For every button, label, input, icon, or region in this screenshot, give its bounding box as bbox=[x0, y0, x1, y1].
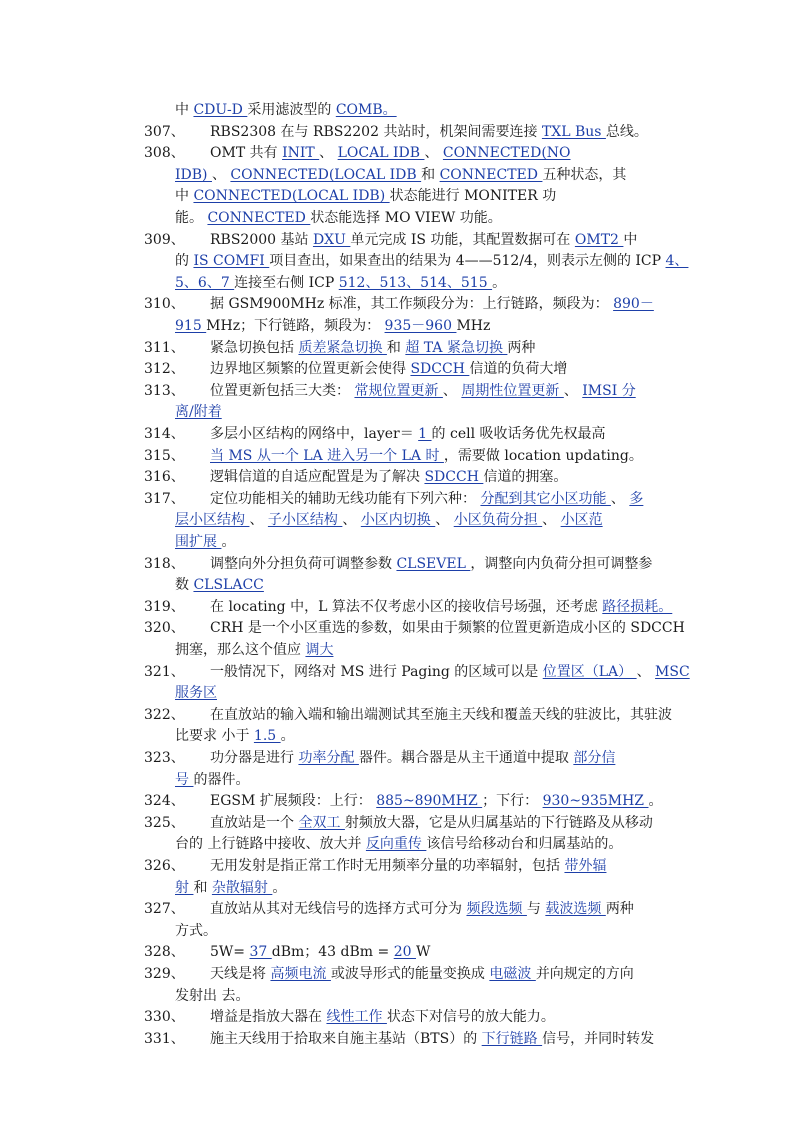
question-number: 321、 bbox=[144, 663, 185, 680]
answer-blank: CLSEVEL bbox=[396, 555, 471, 572]
question-line bbox=[175, 532, 678, 554]
question-text: 和 bbox=[193, 879, 212, 896]
question-text: 信道的负荷大增 bbox=[469, 361, 568, 378]
question-text: 两种 bbox=[507, 339, 536, 356]
question-text: 状态能选择 MO VIEW 功能。 bbox=[310, 209, 502, 226]
question-text: 施主天线用于拾取来自施主基站（BTS）的 bbox=[210, 1030, 482, 1047]
question-number: 322、 bbox=[144, 706, 185, 723]
question-text: 与 bbox=[526, 901, 546, 918]
question-text: dBm；43 dBm = bbox=[271, 944, 394, 961]
question-text: ；下行： bbox=[482, 793, 543, 810]
question-line bbox=[210, 791, 678, 813]
question-line bbox=[210, 856, 678, 878]
question-text: 、 bbox=[342, 512, 361, 529]
question-text: 、 bbox=[610, 490, 630, 507]
answer-blank: IS COMFI bbox=[193, 253, 270, 270]
question-number: 327、 bbox=[144, 901, 185, 918]
question-number: 313、 bbox=[144, 382, 185, 399]
question-text: 。 bbox=[280, 728, 295, 745]
question-text: 和 bbox=[421, 166, 440, 183]
question-line bbox=[175, 510, 678, 532]
question-text: 的 cell 吸收话务优先权最高 bbox=[431, 426, 606, 442]
question-line bbox=[175, 640, 678, 662]
question-text: 、 bbox=[211, 166, 231, 183]
answer-blank: 当 MS 从一个 LA 进入另一个 LA 时 bbox=[210, 447, 444, 464]
question-line bbox=[210, 597, 678, 619]
answer-blank: 885~890MHZ bbox=[376, 793, 483, 810]
question-line bbox=[175, 251, 689, 273]
question-line bbox=[210, 705, 678, 727]
answer-blank: 4、 bbox=[665, 253, 689, 270]
question-text: 五种状态，其 bbox=[542, 166, 627, 183]
answer-blank: IDB) bbox=[175, 166, 212, 183]
question-text: 两种 bbox=[605, 901, 634, 918]
question-line bbox=[175, 878, 678, 900]
answer-blank: 部分信 bbox=[573, 750, 616, 766]
answer-blank: IMSI 分 bbox=[582, 382, 636, 399]
question-text: 一般情况下，网络对 MS 进行 Paging 的区域可以是 bbox=[210, 663, 543, 680]
question-line bbox=[175, 165, 678, 187]
answer-blank: 载波选频 bbox=[545, 901, 606, 918]
answer-blank: 分配到其它小区功能 bbox=[480, 490, 611, 507]
answer-blank: MSC bbox=[655, 663, 690, 680]
question-line bbox=[175, 186, 678, 208]
question-text: 信号，并同时转发 bbox=[542, 1030, 655, 1047]
question-line bbox=[210, 813, 678, 835]
question-number: 307、 bbox=[144, 123, 185, 140]
question-line bbox=[210, 618, 685, 640]
question-text: 单元完成 IS 功能，其配置数据可在 bbox=[350, 231, 575, 248]
question-text: 该信号给移动台和归属基站的。 bbox=[426, 836, 623, 853]
answer-blank: 下行链路 bbox=[481, 1030, 543, 1047]
question-number: 320、 bbox=[144, 620, 185, 637]
answer-blank: 围扩展 bbox=[175, 533, 222, 550]
question-text: 数 bbox=[175, 577, 194, 594]
question-text: 、 bbox=[563, 382, 583, 399]
answer-blank: TXL Bus bbox=[541, 123, 606, 140]
answer-blank: CLSLACC bbox=[193, 577, 264, 594]
question-line bbox=[210, 662, 690, 684]
answer-blank: 子小区结构 bbox=[267, 512, 343, 529]
question-text: 、 bbox=[319, 145, 338, 162]
answer-blank: 多 bbox=[629, 490, 644, 507]
question-line bbox=[175, 100, 678, 122]
question-line bbox=[210, 381, 678, 403]
answer-blank: 常规位置更新 bbox=[354, 382, 443, 399]
answer-blank: 1.5 bbox=[253, 728, 281, 745]
answer-blank: 全双工 bbox=[298, 814, 345, 831]
question-text: CRH 是一个小区重选的参数，如果由于频繁的位置更新造成小区的 SDCCH bbox=[210, 620, 685, 637]
question-text: 连接至右侧 ICP bbox=[234, 274, 339, 291]
answer-blank: 930~935MHZ bbox=[542, 793, 649, 810]
answer-blank: 射 bbox=[175, 879, 194, 896]
answer-blank: 线性工作 bbox=[326, 1009, 387, 1026]
question-text: 边界地区频繁的位置更新会使得 bbox=[210, 361, 411, 378]
question-text: 。 bbox=[648, 793, 663, 810]
answer-blank: CONNECTED(LOCAL IDB bbox=[230, 166, 422, 183]
answer-blank: 功率分配 bbox=[298, 750, 359, 766]
answer-blank: 反向重传 bbox=[365, 836, 427, 853]
question-number: 314、 bbox=[144, 426, 185, 442]
question-text: 信道的拥塞。 bbox=[483, 469, 568, 486]
question-line bbox=[210, 942, 678, 964]
question-number: 309、 bbox=[144, 231, 185, 248]
answer-blank: 890－ bbox=[613, 296, 654, 313]
question-text: 中 bbox=[623, 231, 638, 248]
answer-blank: 位置区（LA） bbox=[542, 663, 637, 680]
question-number: 329、 bbox=[144, 966, 185, 982]
question-number: 312、 bbox=[144, 361, 185, 378]
question-text: 据 GSM900MHz 标准，其工作频段分为：上行链路，频段为： bbox=[210, 296, 614, 313]
question-text: MHz；下行链路，频段为： bbox=[206, 317, 385, 334]
question-line bbox=[210, 143, 678, 165]
answer-blank: 杂散辐射 bbox=[211, 879, 273, 896]
question-line bbox=[210, 359, 678, 381]
question-text: 拥塞，那么这个值应 bbox=[175, 641, 306, 658]
question-line bbox=[210, 964, 678, 986]
answer-blank: 1 bbox=[418, 426, 432, 442]
answer-blank: CONNECTED bbox=[207, 209, 311, 226]
question-text: ，需要做 location updating。 bbox=[443, 447, 643, 464]
question-line bbox=[175, 770, 678, 792]
question-number: 326、 bbox=[144, 858, 185, 874]
answer-blank: 512、513、514、515 bbox=[338, 274, 493, 291]
question-text: 的 bbox=[175, 253, 194, 270]
question-text: 5W= bbox=[210, 944, 250, 961]
answer-blank: CONNECTED bbox=[439, 166, 543, 183]
question-text: 台的 上行链路中接收、放大并 bbox=[175, 836, 366, 853]
question-number: 308、 bbox=[144, 145, 185, 162]
answer-blank: 5、6、7 bbox=[175, 274, 235, 291]
question-text: 。 bbox=[272, 879, 287, 896]
question-text: 中 bbox=[175, 102, 194, 118]
answer-blank: 路径损耗。 bbox=[602, 598, 673, 615]
question-text: 在 locating 中，L 算法不仅考虑小区的接收信号场强，还考虑 bbox=[210, 598, 603, 615]
question-text: 。 bbox=[492, 274, 507, 291]
question-text: 功分器是进行 bbox=[210, 750, 299, 766]
question-number: 324、 bbox=[144, 793, 185, 810]
question-text: 位置更新包括三大类： bbox=[210, 382, 355, 399]
question-line bbox=[175, 208, 678, 230]
question-line bbox=[175, 986, 678, 1008]
answer-blank: 电磁波 bbox=[489, 966, 536, 982]
question-text: 或波导形式的能量变换成 bbox=[330, 966, 490, 982]
answer-blank: 调大 bbox=[305, 641, 334, 658]
question-number: 316、 bbox=[144, 469, 185, 486]
question-text: 器件。耦合器是从主干通道中提取 bbox=[358, 750, 574, 766]
question-text: 比要求 小于 bbox=[175, 728, 254, 745]
question-text: 能。 bbox=[175, 209, 208, 226]
question-text: 总线。 bbox=[605, 123, 648, 140]
answer-blank: CDU-D bbox=[193, 102, 248, 118]
question-text: 发射出 去。 bbox=[175, 987, 250, 1004]
answer-blank: 高频电流 bbox=[270, 966, 331, 982]
answer-blank: 915 bbox=[175, 317, 207, 334]
question-line bbox=[175, 575, 678, 597]
answer-blank: COMB。 bbox=[335, 102, 397, 118]
question-line bbox=[210, 1029, 678, 1051]
answer-blank: 20 bbox=[393, 944, 416, 961]
question-text: RBS2000 基站 bbox=[210, 231, 313, 248]
answer-blank: 小区内切换 bbox=[360, 512, 436, 529]
question-line bbox=[210, 424, 678, 446]
question-number: 331、 bbox=[144, 1030, 185, 1047]
question-text: 。 bbox=[221, 533, 236, 550]
question-text: 定位功能相关的辅助无线功能有下列六种： bbox=[210, 490, 481, 507]
answer-blank: LOCAL IDB bbox=[337, 145, 425, 162]
answer-blank: INIT bbox=[282, 145, 320, 162]
question-text: ，调整向内负荷分担可调整参 bbox=[470, 555, 653, 572]
question-text: 调整向外分担负荷可调整参数 bbox=[210, 555, 397, 572]
question-text: 在直放站的输入端和输出端测试其至施主天线和覆盖天线的驻波比，其驻波 bbox=[210, 706, 672, 723]
question-text: 、 bbox=[424, 145, 443, 162]
question-number: 318、 bbox=[144, 555, 185, 572]
question-text: 逻辑信道的自适应配置是为了解决 bbox=[210, 469, 425, 486]
question-line bbox=[175, 683, 678, 705]
question-line bbox=[210, 899, 678, 921]
question-text: EGSM 扩展频段：上行： bbox=[210, 793, 377, 810]
answer-blank: 小区范 bbox=[560, 512, 603, 529]
question-text: 天线是将 bbox=[210, 966, 271, 982]
question-line bbox=[175, 273, 678, 295]
question-number: 310、 bbox=[144, 296, 185, 313]
question-line bbox=[175, 726, 678, 748]
answer-blank: SDCCH bbox=[410, 361, 470, 378]
question-number: 328、 bbox=[144, 944, 185, 961]
answer-blank: 频段选频 bbox=[466, 901, 527, 918]
question-text: OMT 共有 bbox=[210, 145, 283, 162]
question-line bbox=[210, 294, 678, 316]
question-text: 、 bbox=[435, 512, 454, 529]
question-line bbox=[175, 402, 678, 424]
question-line bbox=[210, 554, 678, 576]
answer-blank: 号 bbox=[175, 771, 194, 788]
answer-blank: SDCCH bbox=[424, 469, 484, 486]
question-line bbox=[210, 338, 678, 360]
answer-blank: OMT2 bbox=[574, 231, 624, 248]
answer-blank: 超 TA 紧急切换 bbox=[405, 339, 508, 356]
question-number: 325、 bbox=[144, 814, 185, 831]
answer-blank: CONNECTED(LOCAL IDB) bbox=[193, 188, 390, 205]
question-number: 323、 bbox=[144, 750, 185, 766]
question-line bbox=[175, 834, 678, 856]
question-text: 直放站是一个 bbox=[210, 814, 299, 831]
answer-blank: 质差紧急切换 bbox=[298, 339, 387, 356]
question-text: 多层小区结构的网络中，layer＝ bbox=[210, 426, 419, 442]
question-text: 增益是指放大器在 bbox=[210, 1009, 327, 1026]
question-number: 319、 bbox=[144, 598, 185, 615]
answer-blank: 935－960 bbox=[384, 317, 457, 334]
answer-blank: DXU bbox=[312, 231, 351, 248]
question-text: 采用滤波型的 bbox=[247, 102, 336, 118]
question-text: 状态能进行 MONITER 功 bbox=[389, 188, 557, 205]
question-number: 315、 bbox=[144, 447, 185, 464]
question-text: W bbox=[415, 944, 431, 961]
answer-blank: 服务区 bbox=[175, 685, 217, 702]
question-text: 紧急切换包括 bbox=[210, 339, 299, 356]
question-number: 317、 bbox=[144, 490, 185, 507]
question-text: 的器件。 bbox=[193, 771, 250, 788]
question-text: 、 bbox=[636, 663, 656, 680]
question-line bbox=[175, 921, 678, 943]
answer-blank: CONNECTED(NO bbox=[442, 145, 571, 162]
answer-blank: 离/附着 bbox=[175, 404, 222, 421]
question-text: 并向规定的方向 bbox=[535, 966, 634, 982]
question-line bbox=[210, 1007, 678, 1029]
question-number: 330、 bbox=[144, 1009, 185, 1026]
question-text: 、 bbox=[249, 512, 268, 529]
answer-blank: 带外辐 bbox=[564, 858, 607, 874]
question-text: RBS2308 在与 RBS2202 共站时，机架间需要连接 bbox=[210, 123, 542, 140]
question-line bbox=[210, 230, 678, 252]
question-text: 、 bbox=[542, 512, 561, 529]
question-text: 方式。 bbox=[175, 922, 217, 939]
question-text: 状态下对信号的放大能力。 bbox=[386, 1009, 555, 1026]
question-line bbox=[210, 467, 678, 489]
question-text: 中 bbox=[175, 188, 194, 205]
question-line bbox=[210, 748, 678, 770]
question-text: MHz bbox=[456, 317, 491, 334]
question-line bbox=[210, 446, 678, 468]
answer-blank: 层小区结构 bbox=[175, 512, 250, 529]
question-text: 和 bbox=[386, 339, 406, 356]
question-line bbox=[210, 122, 678, 144]
question-line bbox=[175, 316, 678, 338]
question-text: 直放站从其对无线信号的选择方式可分为 bbox=[210, 901, 467, 918]
question-text: 项目查出，如果查出的结果为 4——512/4，则表示左侧的 ICP bbox=[269, 253, 666, 270]
question-text: 射频放大器，它是从归属基站的下行链路及从移动 bbox=[344, 814, 653, 831]
question-line bbox=[210, 489, 678, 511]
question-number: 311、 bbox=[144, 339, 185, 356]
answer-blank: 周期性位置更新 bbox=[461, 382, 564, 399]
question-text: 无用发射是指正常工作时无用频率分量的功率辐射，包括 bbox=[210, 858, 565, 874]
answer-blank: 小区负荷分担 bbox=[453, 512, 543, 529]
answer-blank: 37 bbox=[249, 944, 272, 961]
question-text: 、 bbox=[442, 382, 462, 399]
